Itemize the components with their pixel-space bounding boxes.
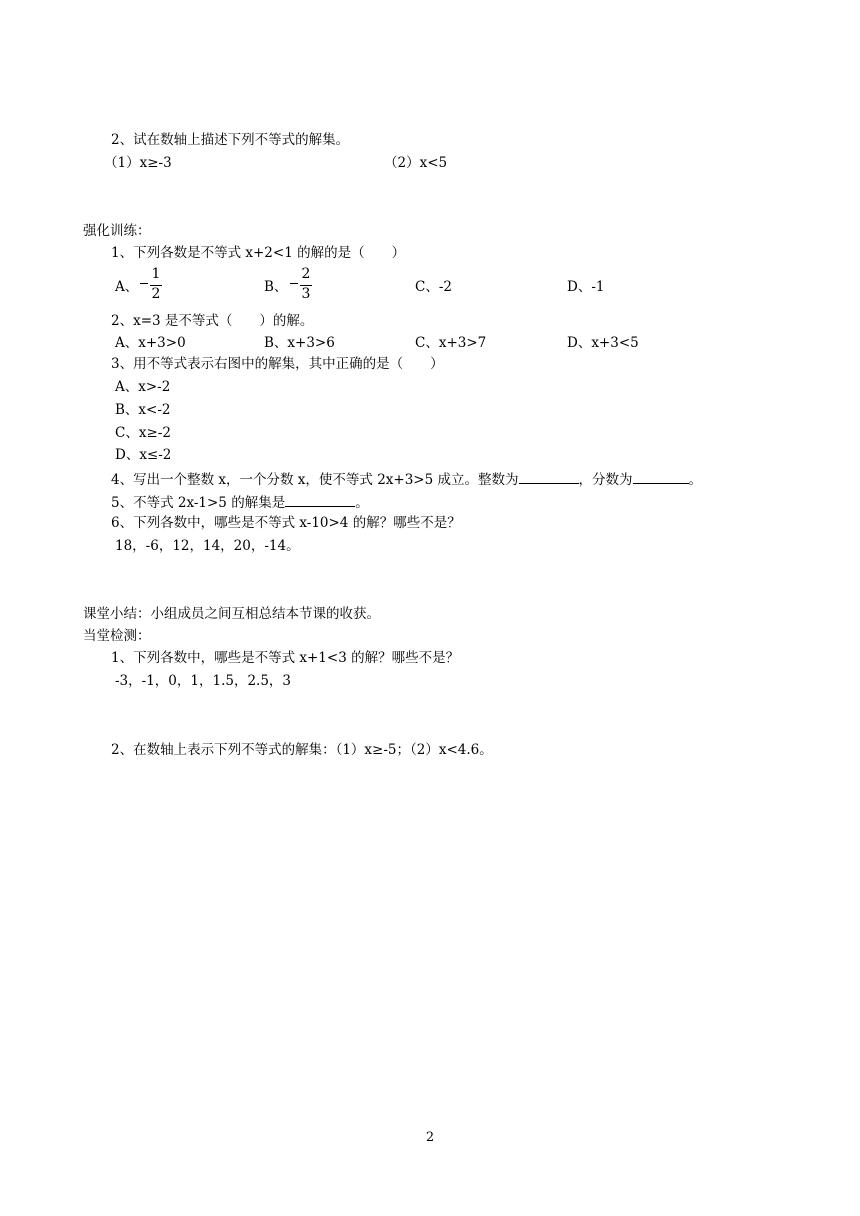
reinforce-q2-stem: 2、x=3 是不等式（ ）的解。: [111, 313, 314, 329]
reinforce-q6-stem: 6、下列各数中，哪些是不等式 x-10>4 的解？哪些不是？: [111, 515, 461, 531]
reinforce-q1-option-a-prefix: A、: [115, 279, 139, 295]
reinforce-q3-option-b: B、x<-2: [115, 402, 171, 418]
page-number: 2: [425, 1130, 435, 1145]
reinforce-q6-values: 18，-6，12，14，20，-14。: [115, 538, 300, 554]
reinforce-q2-option-d: D、x+3<5: [567, 335, 639, 351]
reinforce-q1-stem: 1、下列各数是不等式 x+2<1 的解的是（ ）: [111, 245, 406, 261]
reinforce-q3-option-c: C、x≥-2: [115, 425, 171, 441]
answer-blank-fraction[interactable]: [633, 469, 689, 484]
reinforce-q5: [111, 492, 369, 512]
check-heading: 当堂检测：: [83, 628, 151, 644]
reinforce-q4-text-3: 。: [688, 472, 702, 488]
class-summary: 课堂小结：小组成员之间互相总结本节课的收获。: [83, 606, 380, 622]
answer-blank-solution-set[interactable]: [285, 492, 355, 507]
reinforce-q1-option-b-prefix: B、: [264, 279, 288, 295]
check-q1-stem: 1、下列各数中，哪些是不等式 x+1<3 的解？哪些不是？: [111, 650, 460, 666]
reinforce-q4-text-1: 4、写出一个整数 x，一个分数 x，使不等式 2x+3>5 成立。整数为: [111, 472, 519, 488]
reinforce-q2-option-a: A、x+3>0: [115, 335, 186, 351]
q2-title: 2、试在数轴上描述下列不等式的解集。: [111, 132, 350, 148]
reinforce-q1-option-c: C、-2: [415, 279, 452, 295]
reinforce-q3-option-a: A、x>-2: [115, 379, 171, 395]
fraction-negative-one-half: [140, 266, 164, 306]
reinforce-q4-text-2: ，分数为: [578, 472, 633, 488]
reinforce-q4: [111, 469, 702, 489]
fraction-denominator: 3: [301, 286, 311, 302]
fraction-numerator: 2: [301, 266, 311, 282]
check-q1-values: -3，-1，0，1，1.5，2.5，3: [115, 673, 292, 689]
fraction-negative-two-thirds: [290, 266, 314, 306]
minus-sign: [140, 283, 148, 284]
reinforce-q3-stem: 3、用不等式表示右图中的解集，其中正确的是（ ）: [111, 356, 444, 372]
minus-sign: [290, 283, 298, 284]
check-q2-stem: 2、在数轴上表示下列不等式的解集：（1）x≥-5；（2）x<4.6。: [111, 742, 493, 758]
fraction-denominator: 2: [151, 286, 161, 302]
q2-part-a: （1）x≥-3: [104, 155, 172, 171]
reinforce-q5-text-2: 。: [355, 495, 369, 511]
reinforce-heading: 强化训练：: [83, 223, 151, 239]
reinforce-q2-option-c: C、x+3>7: [415, 335, 487, 351]
reinforce-q5-text-1: 5、不等式 2x-1>5 的解集是: [111, 495, 286, 511]
answer-blank-integer[interactable]: [519, 469, 579, 484]
reinforce-q2-option-b: B、x+3>6: [264, 335, 335, 351]
reinforce-q3-option-d: D、x≤-2: [115, 447, 172, 463]
reinforce-q1-option-d: D、-1: [567, 279, 605, 295]
fraction-numerator: 1: [151, 266, 161, 282]
q2-part-b: （2）x<5: [384, 155, 448, 171]
